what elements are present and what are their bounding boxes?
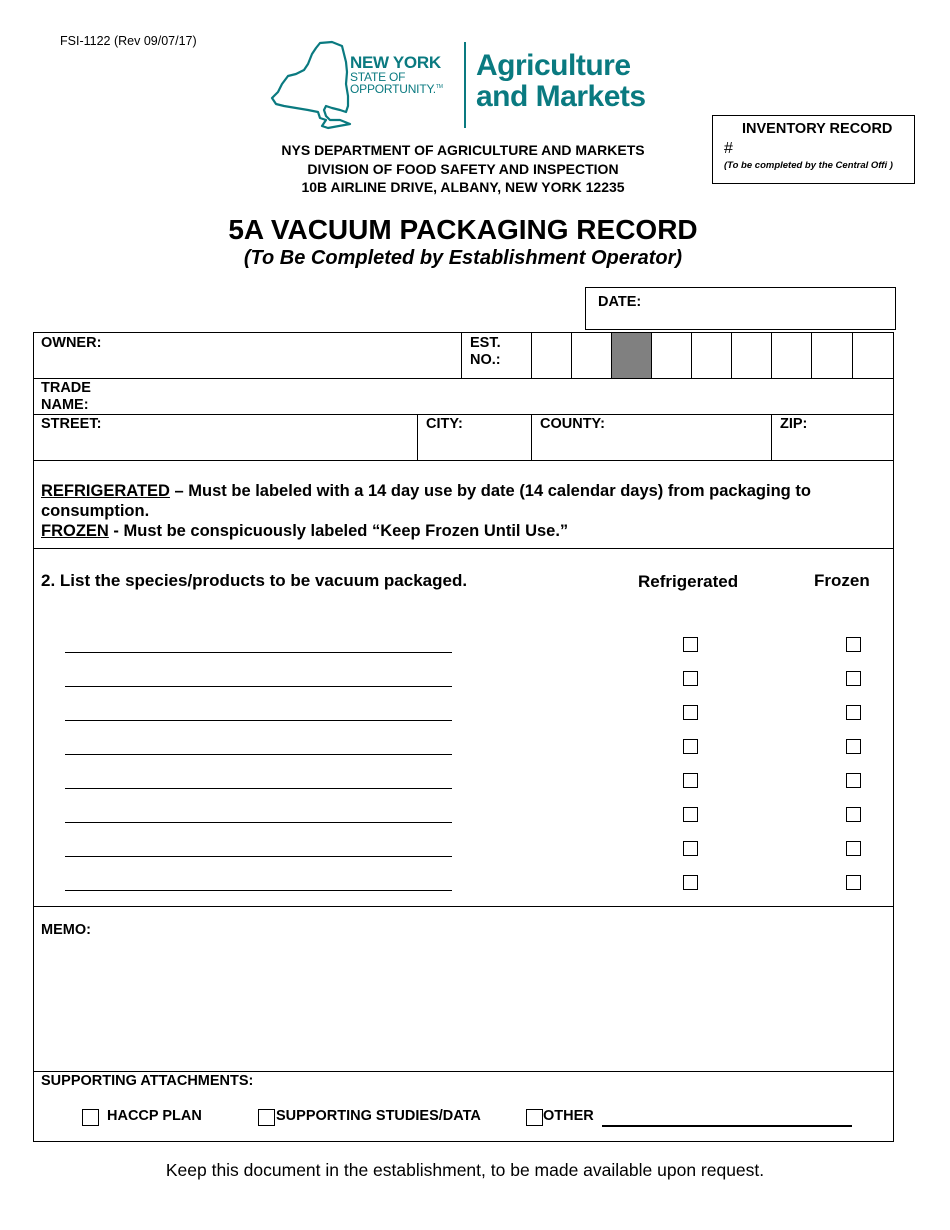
inventory-record-note: (To be completed by the Central Offi ) bbox=[724, 160, 893, 171]
labeling-notice bbox=[41, 481, 886, 541]
supporting-studies-label: SUPPORTING STUDIES/DATA bbox=[276, 1108, 481, 1124]
haccp-plan-label: HACCP PLAN bbox=[107, 1108, 202, 1124]
est-no-digit[interactable] bbox=[691, 333, 731, 378]
ny-line2: STATE OF bbox=[350, 70, 406, 84]
est-no-digit[interactable] bbox=[731, 333, 771, 378]
other-checkbox[interactable] bbox=[526, 1109, 543, 1126]
frozen-checkbox[interactable] bbox=[846, 671, 861, 686]
est-no-separator bbox=[611, 333, 651, 378]
refrigerated-column-header: Refrigerated bbox=[638, 572, 739, 591]
refrigerated-checkbox[interactable] bbox=[683, 841, 698, 856]
refrigerated-checkbox[interactable] bbox=[683, 773, 698, 788]
species-entry-line[interactable] bbox=[65, 890, 452, 891]
species-list-heading: 2. List the species/products to be vacuum packaged. bbox=[41, 571, 468, 590]
new-york-state-outline-icon bbox=[268, 40, 352, 130]
trade-name-field[interactable] bbox=[110, 379, 890, 413]
species-entry-line[interactable] bbox=[65, 788, 452, 789]
est-no-digit[interactable] bbox=[531, 333, 571, 378]
memo-field[interactable] bbox=[40, 945, 886, 1065]
logo-divider bbox=[464, 42, 466, 128]
owner-field[interactable] bbox=[34, 333, 461, 378]
memo-label: MEMO: bbox=[41, 922, 91, 938]
zip-field[interactable] bbox=[772, 415, 893, 460]
inventory-record-number[interactable]: # bbox=[724, 140, 733, 157]
est-no-digit[interactable] bbox=[651, 333, 691, 378]
frozen-checkbox[interactable] bbox=[846, 773, 861, 788]
refrigerated-checkbox[interactable] bbox=[683, 739, 698, 754]
trade-name-label: TRADE NAME: bbox=[41, 380, 91, 413]
inventory-record-title: INVENTORY RECORD bbox=[742, 121, 893, 137]
county-label: COUNTY: bbox=[540, 416, 605, 432]
refrigerated-checkbox[interactable] bbox=[683, 637, 698, 652]
agm-line1: Agriculture bbox=[476, 49, 631, 82]
footer-note: Keep this document in the establishment, to be made available upon request. bbox=[165, 1160, 765, 1180]
frozen-checkbox[interactable] bbox=[846, 739, 861, 754]
form-id: FSI-1122 (Rev 09/07/17) bbox=[60, 34, 197, 48]
divider bbox=[461, 333, 462, 378]
other-label: OTHER bbox=[543, 1108, 594, 1124]
divider bbox=[34, 906, 893, 907]
frozen-column-header: Frozen bbox=[814, 571, 870, 590]
supporting-attachments-label: SUPPORTING ATTACHMENTS: bbox=[41, 1073, 254, 1089]
ny-wordmark bbox=[350, 54, 443, 95]
street-field[interactable] bbox=[34, 415, 417, 460]
divider bbox=[34, 1071, 893, 1072]
est-no-digit[interactable] bbox=[811, 333, 851, 378]
ny-line3: OPPORTUNITY.™ bbox=[350, 82, 443, 96]
agm-line2: and Markets bbox=[476, 80, 646, 113]
agency-line3: 10B AIRLINE DRIVE, ALBANY, NEW YORK 12235 bbox=[301, 179, 625, 195]
species-entry-line[interactable] bbox=[65, 720, 452, 721]
est-no-digit[interactable] bbox=[571, 333, 611, 378]
city-label: CITY: bbox=[426, 416, 463, 432]
divider bbox=[34, 460, 893, 461]
supporting-studies-checkbox[interactable] bbox=[258, 1109, 275, 1126]
refrigerated-notice: REFRIGERATED – Must be labeled with a 14 day use by date (14 calendar days) from packaging to consumption. bbox=[41, 482, 811, 520]
street-label: STREET: bbox=[41, 416, 102, 432]
city-field[interactable] bbox=[418, 415, 531, 460]
agency-address bbox=[230, 141, 696, 197]
agency-line2: DIVISION OF FOOD SAFETY AND INSPECTION bbox=[307, 160, 619, 177]
zip-label: ZIP: bbox=[780, 416, 808, 432]
refrigerated-checkbox[interactable] bbox=[683, 807, 698, 822]
refrigerated-checkbox[interactable] bbox=[683, 875, 698, 890]
est-no-label: EST. NO.: bbox=[470, 335, 501, 368]
frozen-notice: FROZEN - Must be conspicuously labeled “Keep Frozen Until Use.” bbox=[41, 522, 569, 540]
owner-label: OWNER: bbox=[41, 335, 102, 351]
agency-line1: NYS DEPARTMENT OF AGRICULTURE AND MARKETS bbox=[281, 142, 645, 158]
frozen-checkbox[interactable] bbox=[846, 705, 861, 720]
species-entry-line[interactable] bbox=[65, 822, 452, 823]
page-title: 5A VACUUM PACKAGING RECORD bbox=[228, 214, 698, 245]
date-label: DATE: bbox=[598, 294, 642, 310]
est-no-digit[interactable] bbox=[852, 333, 893, 378]
species-entry-line[interactable] bbox=[65, 754, 452, 755]
species-entry-line[interactable] bbox=[65, 856, 452, 857]
frozen-checkbox[interactable] bbox=[846, 637, 861, 652]
ny-line1: NEW YORK bbox=[350, 53, 441, 72]
frozen-checkbox[interactable] bbox=[846, 875, 861, 890]
est-no-digit[interactable] bbox=[771, 333, 811, 378]
agriculture-markets-wordmark bbox=[476, 50, 646, 112]
frozen-checkbox[interactable] bbox=[846, 841, 861, 856]
county-field[interactable] bbox=[532, 415, 771, 460]
species-entry-line[interactable] bbox=[65, 686, 452, 687]
page-subtitle: (To Be Completed by Establishment Operator) bbox=[243, 247, 683, 269]
frozen-checkbox[interactable] bbox=[846, 807, 861, 822]
refrigerated-checkbox[interactable] bbox=[683, 671, 698, 686]
haccp-plan-checkbox[interactable] bbox=[82, 1109, 99, 1126]
other-input-line[interactable] bbox=[602, 1125, 852, 1127]
refrigerated-checkbox[interactable] bbox=[683, 705, 698, 720]
divider bbox=[34, 548, 893, 549]
species-entry-line[interactable] bbox=[65, 652, 452, 653]
